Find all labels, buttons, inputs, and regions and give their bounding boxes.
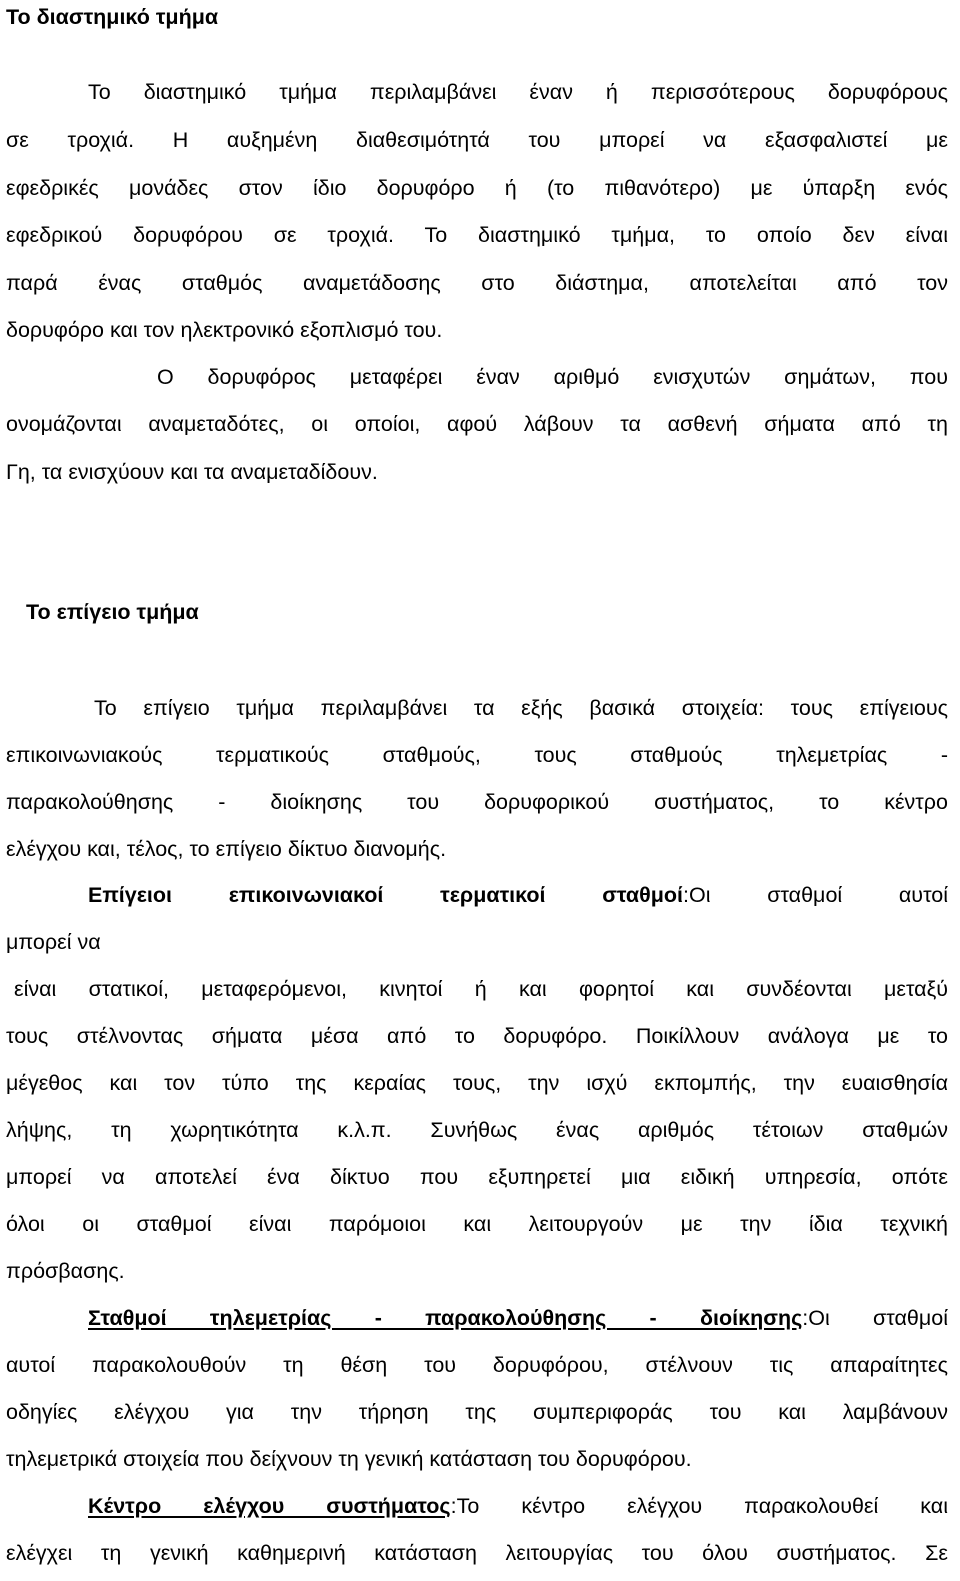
paragraph-line: παρά ένας σταθμός αναμετάδοσης στο διάστημα, αποτελείται από τον [6,271,948,295]
paragraph-line: μέγεθος και τον τύπο της κεραίας τους, την ισχύ εκπομπής, την ευαισθησία [6,1071,948,1095]
paragraph-line: επικοινωνιακούς τερματικούς σταθμούς, τους σταθμούς τηλεμετρίας - [6,743,948,767]
paragraph-line: όλοι οι σταθμοί είναι παρόμοιοι και λειτουργούν με την ίδια τεχνική [6,1212,948,1236]
paragraph-line: Γη, τα ενισχύουν και τα αναμεταδίδουν. [6,460,378,484]
paragraph-line: μπορεί να αποτελεί ένα δίκτυο που εξυπηρετεί μια ειδική υπηρεσία, οπότε [6,1165,948,1189]
paragraph-line: οδηγίες ελέγχου για την τήρηση της συμπεριφοράς του και λαμβάνουν [6,1400,948,1424]
paragraph-line: ονομάζονται αναμεταδότες, οι οποίοι, αφού λάβουν τα ασθενή σήματα από τη [6,412,948,436]
paragraph-line: ελέγχου και, τέλος, το επίγειο δίκτυο διανομής. [6,837,447,861]
control-title-rest: :Το κέντρο ελέγχου παρακολουθεί και [450,1494,948,1518]
control-title: Κέντρο ελέγχου συστήματος [88,1494,451,1518]
paragraph-line: παρακολούθησης - διοίκησης του δορυφορικού συστήματος, το κέντρο [6,790,948,814]
paragraph-line: εφεδρικού δορυφόρου σε τροχιά. Το διαστημικό τμήμα, το οποίο δεν είναι [6,223,948,247]
section-heading-ground: Το επίγειο τμήμα [26,600,199,624]
paragraph-line: ελέγχει τη γενική καθημερινή κατάσταση λειτουργίας του όλου συστήματος. Σε [6,1541,948,1565]
paragraph-line: Ο δορυφόρος μεταφέρει έναν αριθμό ενισχυτών σημάτων, που [157,365,948,389]
terminals-first-line [88,882,948,908]
paragraph-line: σε τροχιά. Η αυξημένη διαθεσιμότητά του μπορεί να εξασφαλιστεί με [6,128,948,152]
paragraph-line: εφεδρικές μονάδες στον ίδιο δορυφόρο ή (το πιθανότερο) με ύπαρξη ενός [6,176,948,200]
paragraph-line: μπορεί να [6,930,101,954]
terminals-title-rest: :Οι σταθμοί αυτοί [683,883,948,907]
paragraph-line: τους στέλνοντας σήματα μέσα από το δορυφόρο. Ποικίλλουν ανάλογα με το [6,1024,948,1048]
paragraph-line: λήψης, τη χωρητικότητα κ.λ.π. Συνήθως ένας αριθμός τέτοιων σταθμών [6,1118,948,1142]
paragraph-line: πρόσβασης. [6,1259,125,1283]
paragraph-line: αυτοί παρακολουθούν τη θέση του δορυφόρου, στέλνουν τις απαραίτητες [6,1353,948,1377]
section-heading-space: Το διαστημικό τμήμα [6,5,219,29]
telemetry-title-rest: :Οι σταθμοί [802,1306,948,1330]
paragraph-line: τηλεμετρικά στοιχεία που δείχνουν τη γενική κατάσταση του δορυφόρου. [6,1447,692,1471]
terminals-title: Επίγειοι επικοινωνιακοί τερματικοί σταθμοί [88,883,684,907]
control-first-line [88,1493,948,1519]
paragraph-line: δορυφόρο και τον ηλεκτρονικό εξοπλισμό του. [6,318,443,342]
paragraph-line: είναι στατικοί, μεταφερόμενοι, κινητοί ή και φορητοί και συνδέονται μεταξύ [14,977,948,1001]
paragraph-line: Το διαστημικό τμήμα περιλαμβάνει έναν ή περισσότερους δορυφόρους [88,80,948,104]
telemetry-title: Σταθμοί τηλεμετρίας - παρακολούθησης - διοίκησης [88,1306,803,1330]
telemetry-first-line [88,1305,948,1331]
paragraph-line: Το επίγειο τμήμα περιλαμβάνει τα εξής βασικά στοιχεία: τους επίγειους [94,696,948,720]
